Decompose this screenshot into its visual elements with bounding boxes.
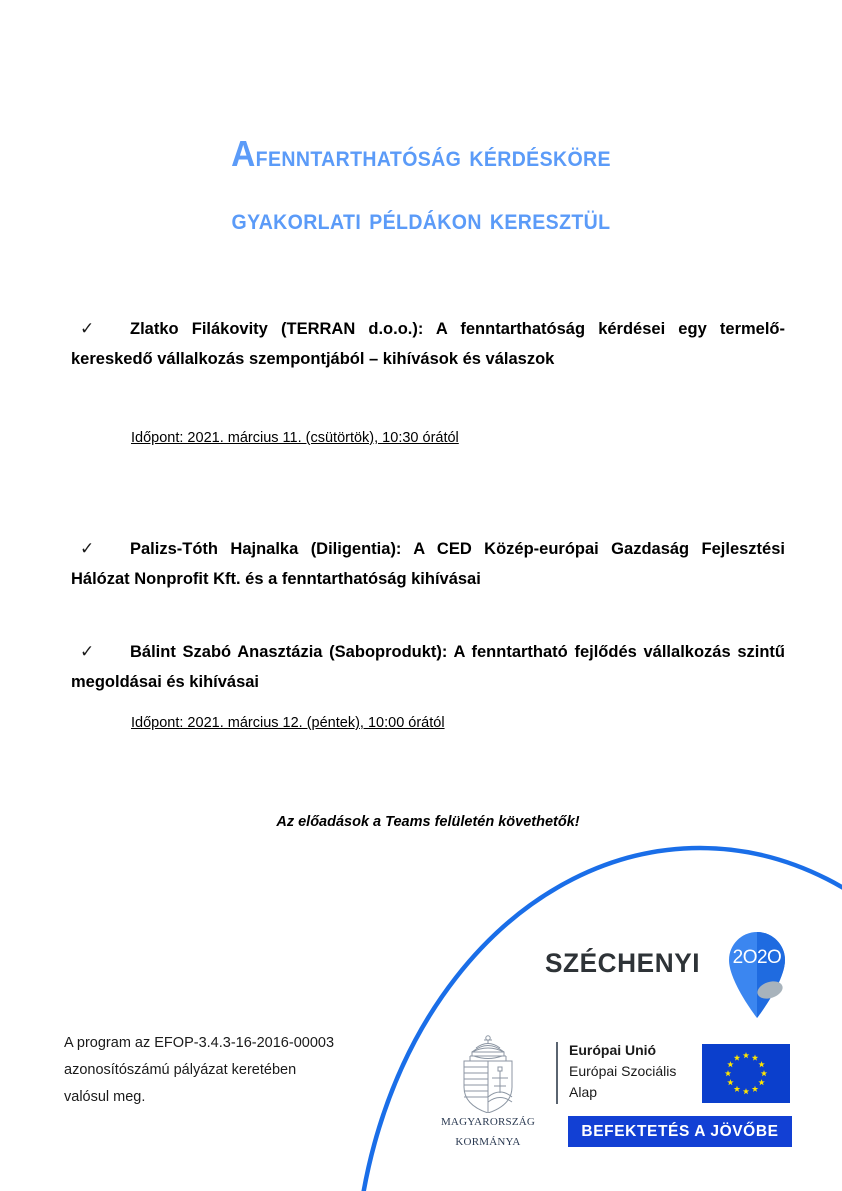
- title-rest-2: gyakorlati példákon keresztül: [231, 203, 611, 236]
- program-funding-text: [64, 1030, 374, 1111]
- eu-line-2: Európai Szociális: [569, 1063, 677, 1079]
- title-line-1: [96, 122, 747, 188]
- szechenyi-2020-logo: [545, 930, 795, 1020]
- check-icon: ✓: [80, 319, 95, 339]
- map-pin-icon: [723, 926, 791, 1020]
- check-icon: ✓: [80, 539, 95, 559]
- hungarian-coat-of-arms-icon: [424, 1033, 552, 1113]
- speaker-entry-text: Bálint Szabó Anasztázia (Saboprodukt): A fenntartható fejlődés vállalkozás szintű megoldásai és kihívásai: [71, 643, 785, 691]
- speaker-entry-text: Zlatko Filákovity (TERRAN d.o.o.): A fenntarthatóság kérdései egy termelő-kereskedő vállalkozás szempontjából – kihívások és válaszok: [71, 320, 785, 368]
- program-text-line-3: valósul meg.: [64, 1089, 146, 1105]
- check-icon: ✓: [80, 642, 95, 662]
- program-text-line-1: A program az EFOP-3.4.3-16-2016-00003: [64, 1035, 335, 1051]
- title-lead-cap: A: [231, 133, 256, 174]
- eu-stars: [702, 1044, 790, 1103]
- european-union-logo-block: [556, 1040, 792, 1150]
- session-datetime: Időpont: 2021. március 12. (péntek), 10:00 órától: [131, 715, 445, 731]
- list-item: [71, 314, 785, 374]
- pin-year-label: 2O2O: [732, 947, 782, 968]
- title-rest-1: fenntarthatóság kérdésköre: [255, 140, 611, 173]
- eu-text: [569, 1040, 676, 1103]
- investing-in-future-slogan: BEFEKTETÉS A JÖVŐBE: [568, 1116, 792, 1147]
- hungary-government-logo: [424, 1033, 552, 1151]
- title-line-2: [96, 188, 747, 251]
- szechenyi-wordmark: SZÉCHENYI: [545, 948, 701, 978]
- hungary-caption-line-1: magyarország: [440, 1113, 536, 1129]
- speaker-entry-text: Palizs-Tóth Hajnalka (Diligentia): A CED Közép-európai Gazdaság Fejlesztési Hálózat Nonprofit Kft. és a fenntarthatóság kihívásai: [71, 540, 785, 588]
- eu-flag-icon: [702, 1044, 790, 1103]
- hungary-caption: [424, 1111, 552, 1151]
- program-text-line-2: azonosítószámú pályázat keretében: [64, 1062, 297, 1078]
- list-item: [71, 534, 785, 594]
- eu-divider-rule: [556, 1042, 558, 1104]
- pin-shape: [723, 926, 791, 1020]
- teams-note: Az előadások a Teams felületén követhetők!: [276, 814, 580, 830]
- eu-line-3: Alap: [569, 1084, 598, 1100]
- hungary-caption-line-2: kormánya: [455, 1133, 521, 1149]
- eu-line-1: Európai Unió: [569, 1042, 657, 1058]
- session-datetime: Időpont: 2021. március 11. (csütörtök), 10:30 órától: [131, 430, 459, 446]
- page-title: [71, 122, 771, 251]
- list-item: [71, 637, 785, 697]
